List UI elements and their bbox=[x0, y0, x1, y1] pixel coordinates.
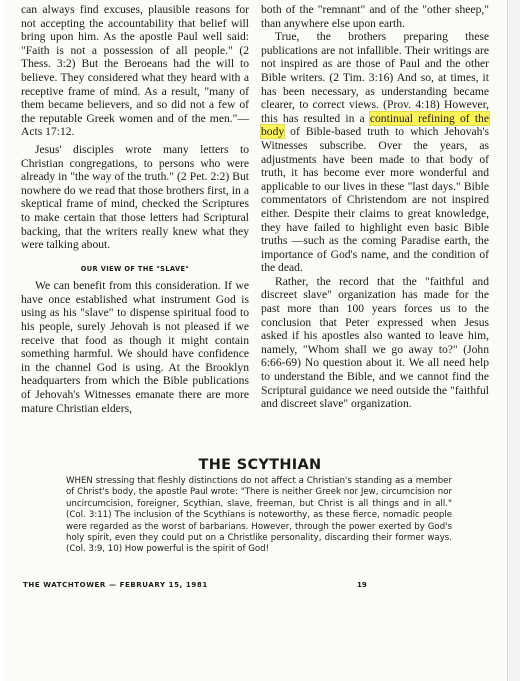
scythian-text: WHEN stressing that fleshly distinctions do not affect a Christian's standing as a member of Christ's body, the apostle Paul wrote: "There is neither Greek nor Jew, circumcision nor uncircumcision, foreigner, Scythian, slave, freeman, but Christ is all things and in all." (Col. 3:11) The inclusion of the Scythians is noteworthy, as these fierce, nomadic people were regarded as the worst of barbarians. However, through the power exerted by God's holy spirit, even they could put on a Christlike personality, discarding their former ways. (Col. 3:9, 10) How powerful is the spirit of God! bbox=[66, 476, 452, 555]
subheading-slave: OUR VIEW OF THE "SLAVE" bbox=[80, 264, 190, 273]
right-paragraph-1: both of the "remnant" and of the "other sheep," than anywhere else upon earth. bbox=[261, 3, 489, 30]
right-paragraph-3: Rather, the record that the "faithful and discreet slave" organization has made for the past more than 100 years forces us to the conclusion that Peter expressed when Jesus asked if his apostles also wanted to leave him, namely, "Whom shall we go away to?" (John 6:66-69) No question about it. We all need help to understand the Bible, and we cannot find the Scriptural guidance we need outside the "faithful and discreet slave" organization. bbox=[261, 274, 489, 411]
left-paragraph-2: Jesus' disciples wrote many letters to Christian congregations, to persons who were already in "the way of the truth." (2 Pet. 2:2) But nowhere do we read that those brothers first, in a skeptical frame of mind, checked the Scriptures to make certain that those letters had Scriptural backing, that the writers really knew what they were talking about. bbox=[21, 142, 249, 252]
footer-masthead: THE WATCHTOWER — FEBRUARY 15, 1981 bbox=[23, 581, 208, 589]
highlighted-phrase: continual refining of the body bbox=[261, 111, 489, 139]
left-paragraph-3: We can benefit from this consideration. If we have once established what instrument God is using as his "slave" to dispense spiritual food to his people, surely Jehovah is not pleased if we receive that food as though it might contain something harmful. We should have confidence in the channel God is using. At the Brooklyn headquarters from which the Bible publications of Jehovah's Witnesses emanate there are more mature Christian elders, bbox=[21, 279, 249, 415]
right-paragraph-2-start: True, the brothers preparing these publications are not infallible. Their writings are not inspired as are those of Paul and the other Bible writers. (2 Tim. 3:16) And so, at times, it has been necessary, as understanding became clearer, to correct views. (Prov. 4:18) However, this has resulted in a bbox=[261, 30, 489, 125]
page-edge bbox=[508, 0, 520, 681]
right-paragraph-2-end: of Bible-based truth to which Jehovah's Witnesses subscribe. Over the years, as adjustments have been made to that body of truth, it has become ever more wonderful and applicable to our lives in these "last days." Bible commentators of Christendom are not inspired either. Despite their claims to great knowledge, they have failed to highlight even basic Bible truths —such as the coming Paradise earth, the importance of God's name, and the condition of the dead. bbox=[261, 125, 489, 275]
left-paragraph-1: can always find excuses, plausible reasons for not accepting the accountability that belief will bring upon him. As the apostle Paul well said: "Faith is not a possession of all people." (2 Thess. 3:2) But the Beroeans had the will to believe. They considered what they heard with a receptive frame of mind. As a result, "many of them became believers, and so did not a few of the reputable Greek women and of the men."—Acts 17:12. bbox=[21, 3, 249, 139]
page-number: 19 bbox=[357, 581, 367, 589]
right-paragraph-2 bbox=[261, 30, 489, 275]
right-column bbox=[261, 3, 489, 411]
left-column bbox=[21, 3, 249, 415]
scythian-title: THE SCYTHIAN bbox=[198, 457, 322, 473]
